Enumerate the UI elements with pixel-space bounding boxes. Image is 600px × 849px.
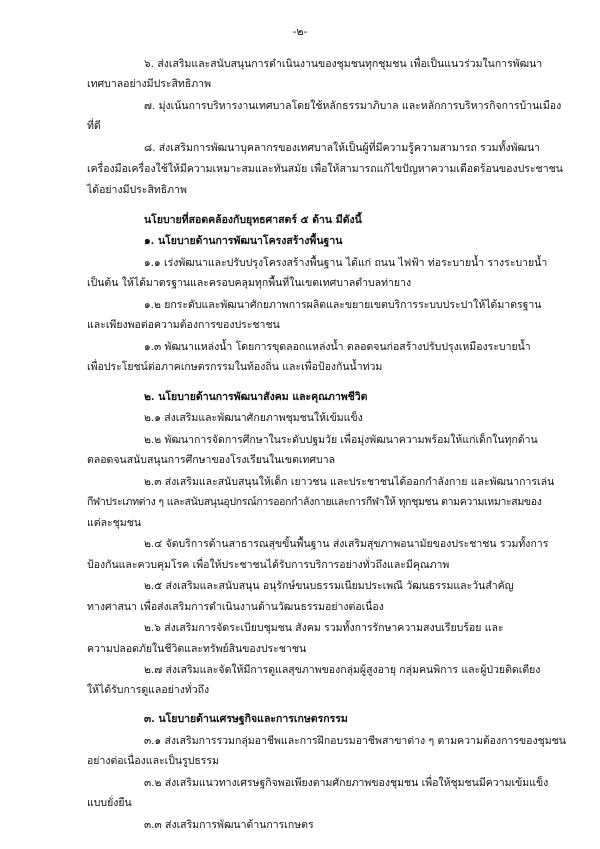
text-line: อย่างต่อเนื่องและเป็นรูปธรรม — [87, 755, 219, 767]
section-heading: นโยบายที่สอดคล้องกับยุทธศาสตร์ ๕ ด้าน มีดังนี้ — [144, 214, 362, 226]
text-line: แบบยั่งยืน — [87, 797, 132, 809]
text-line: กีฬาประเภทต่าง ๆ และสนับสนุนอุปกรณ์การออกกำลังกายและการกีฬาให้ ทุกชุมชน ตามความเหมาะสมของ — [87, 496, 542, 508]
text-line: ได้อย่างมีประสิทธิภาพ — [87, 184, 187, 196]
text-line: ตลอดจนสนับสนุนการศึกษาของโรงเรียนในเขตเทศบาล — [87, 454, 336, 466]
text-line: ๑.๓ พัฒนาแหล่งน้ำ โดยการขุดลอกแหล่งน้ำ ตลอดจนก่อสร้างปรับปรุงเหมืองระบายน้ำ — [144, 341, 531, 353]
section-heading: ๓. นโยบายด้านเศรษฐกิจและการเกษตรกรรม — [144, 713, 348, 725]
text-line: ๖. ส่งเสริมและสนับสนุนการดำเนินงานของชุมชนทุกชุมชน เพื่อเป็นแนวร่วมในการพัฒนา — [144, 58, 543, 70]
text-line: ๒.๔ จัดบริการด้านสาธารณสุขขั้นพื้นฐาน ส่งเสริมสุขภาพอนามัยของประชาชน รวมทั้งการ — [144, 538, 549, 550]
text-line: ให้ได้รับการดูแลอย่างทั่วถึง — [87, 684, 210, 696]
page-number: -๒- — [292, 25, 308, 38]
text-line: เครื่องมือเครื่องใช้ให้มีความเหมาะสมและทันสมัย เพื่อให้สามารถแก้ไขปัญหาความเดือดร้อนของประชาชน — [87, 163, 563, 175]
text-line: ที่ดี — [87, 120, 101, 132]
text-line: ๒.๖ ส่งเสริมการจัดระเบียบชุมชน สังคม รวมทั้งการรักษาความสงบเรียบร้อย และ — [144, 622, 504, 634]
text-line: ๘. ส่งเสริมการพัฒนาบุคลากรของเทศบาลให้เป็นผู้ที่มีความรู้ความสามารถ รวมทั้งพัฒนา — [144, 142, 541, 154]
text-line: เทศบาลอย่างมีประสิทธิภาพ — [87, 78, 211, 90]
text-line: ๒.๒ พัฒนาการจัดการศึกษาในระดับปฐมวัย เพื่อมุ่งพัฒนาความพร้อมให้แก่เด็กในทุกด้าน — [144, 434, 538, 446]
text-line: ๒.๗ ส่งเสริมและจัดให้มีการดูแลสุขภาพของกลุ่มผู้สูงอายุ กลุ่มคนพิการ และผู้ป่วยติดเตียง — [144, 664, 541, 676]
text-line: ๓.๒ ส่งเสริมแนวทางเศรษฐกิจพอเพียงตามศักยภาพของชุมชน เพื่อให้ชุมชนมีความเข้มแข็ง — [144, 777, 549, 789]
text-line: ความปลอดภัยในชีวิตและทรัพย์สินของประชาชน — [87, 643, 307, 655]
text-line: ๓.๓ ส่งเสริมการพัฒนาด้านการเกษตร — [144, 819, 314, 831]
text-line: แต่ละชุมชน — [87, 517, 142, 529]
text-line: ๒.๑ ส่งเสริมและพัฒนาศักยภาพชุมชนให้เข้มแข็ง — [144, 412, 363, 424]
text-line: เพื่อประโยชน์ต่อภาคเกษตรกรรมในท้องถิ่น และเพื่อป้องกันน้ำท่วม — [87, 361, 383, 373]
text-line: ทางศาสนา เพื่อส่งเสริมการดำเนินงานด้านวัฒนธรรมอย่างต่อเนื่อง — [87, 601, 384, 613]
text-line: ๒.๕ ส่งเสริมและสนับสนุน อนุรักษ์ขนบธรรมเนียมประเพณี วัฒนธรรมและวันสำคัญ — [144, 580, 514, 592]
text-line: และเพียงพอต่อความต้องการของประชาชน — [87, 319, 280, 331]
text-line: ๑.๑ เร่งพัฒนาและปรับปรุงโครงสร้างพื้นฐาน ได้แก่ ถนน ไฟฟ้า ท่อระบายน้ำ รางระบายน้ำ — [144, 257, 548, 269]
text-line: ๓.๑ ส่งเสริมการรวมกลุ่มอาชีพและการฝึกอบรมอาชีพสาขาต่าง ๆ ตามความต้องการของชุมชน — [144, 735, 566, 747]
text-line: ๗. มุ่งเน้นการบริหารงานเทศบาลโดยใช้หลักธรรมาภิบาล และหลักการบริหารกิจการบ้านเมือง — [144, 100, 562, 112]
section-heading: ๑. นโยบายด้านการพัฒนาโครงสร้างพื้นฐาน — [144, 235, 343, 247]
text-line: ๑.๒ ยกระดับและพัฒนาศักยภาพการผลิตและขยายเขตบริการระบบประปาให้ได้มาตรฐาน — [144, 299, 542, 311]
text-line: เป็นต้น ให้ได้มาตรฐานและครอบคลุมทุกพื้นที่ในเขตเทศบาลตำบลท่ายาง — [87, 277, 412, 289]
text-line: ป้องกันและควบคุมโรค เพื่อให้ประชาชนได้รับการบริการอย่างทั่วถึงและมีคุณภาพ — [87, 559, 450, 571]
section-heading: ๒. นโยบายด้านการพัฒนาสังคม และคุณภาพชีวิต — [144, 391, 368, 403]
text-line: ๒.๓ ส่งเสริมและสนับสนุนให้เด็ก เยาวชน และประชาชนได้ออกกำลังกาย และพัฒนาการเล่น — [144, 476, 555, 488]
